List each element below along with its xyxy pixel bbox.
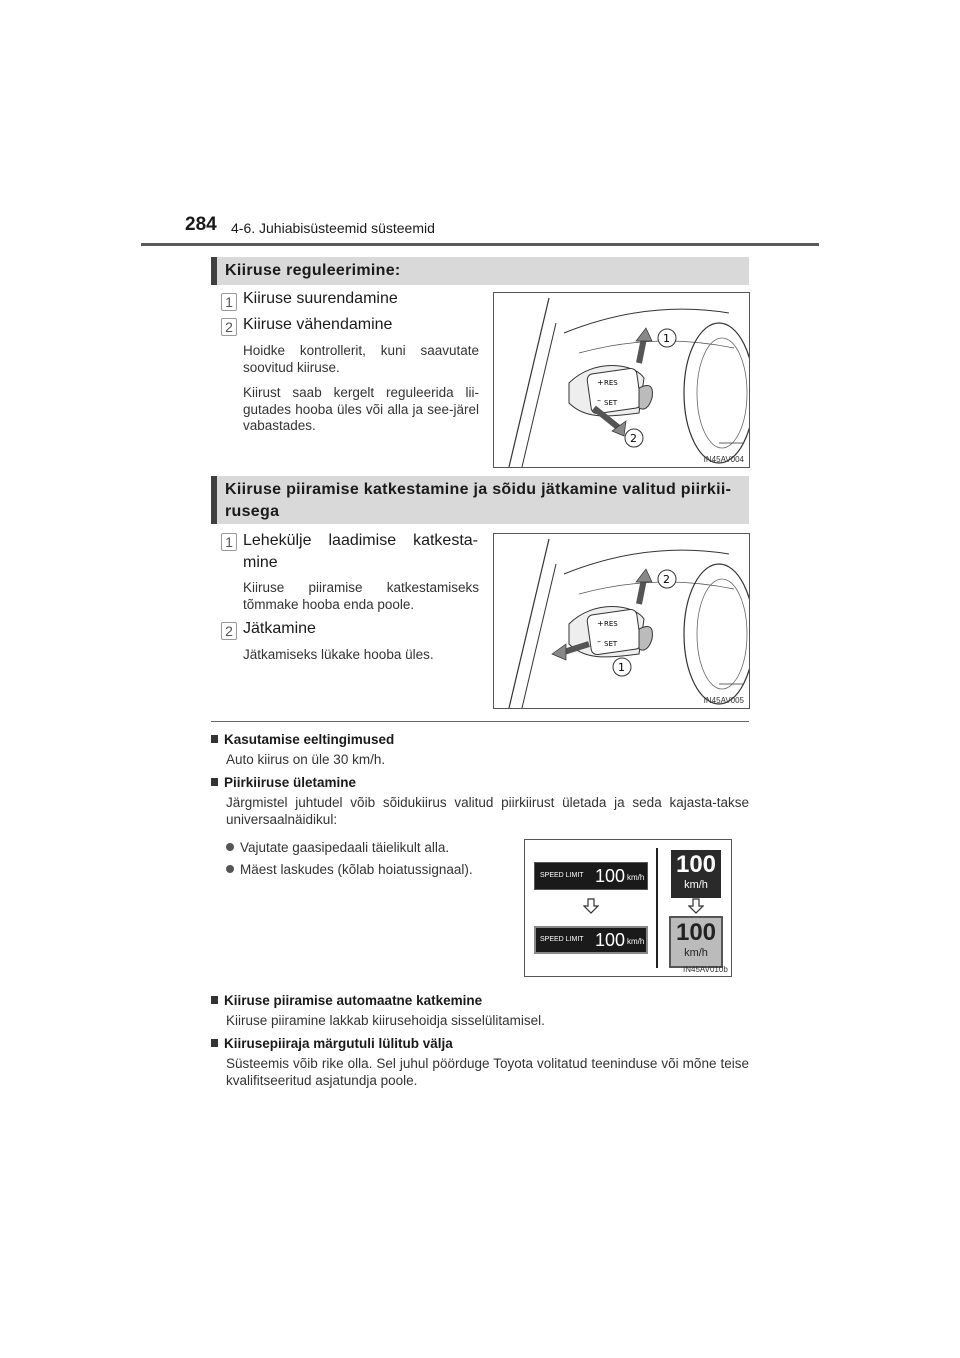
lever-illustration xyxy=(494,534,749,708)
header-rule xyxy=(141,243,819,246)
page-number: 284 xyxy=(185,214,217,235)
square-bullet-icon xyxy=(211,996,218,1004)
speed-badge-top: 100 km/h xyxy=(671,850,721,898)
res-label: RES xyxy=(604,379,618,387)
step-title: Kiiruse vähendamine xyxy=(243,316,393,333)
set-label: SET xyxy=(604,640,618,648)
note-text: Süsteemis võib rike olla. Sel juhul pöörduge Toyota volitatud teeninduse või mõne teise kvalifitseeritud asjatundja poole. xyxy=(226,1056,749,1088)
section-title-line: Kiiruse piiramise katkestamine ja sõidu jätkamine valitud piirkii- xyxy=(225,481,732,498)
paragraph: Kiirust saab kergelt reguleerida lii-gutades hooba üles või alla ja see-järel vabastades. xyxy=(243,385,479,433)
callout-2: 2 xyxy=(663,573,670,586)
step-title: Lehekülje laadimise katkesta- mine xyxy=(243,532,478,571)
res-label: RES xyxy=(604,620,618,628)
square-bullet-icon xyxy=(211,1039,218,1047)
speed-limit-display-figure xyxy=(524,839,732,977)
minus-label: – xyxy=(597,637,601,646)
speed-badge-bottom: 100 km/h xyxy=(669,916,723,968)
speed-limit-display-top: SPEED LIMIT 100 km/h xyxy=(534,862,648,890)
figure-code: IN45AV005 xyxy=(703,696,744,705)
square-bullet-icon xyxy=(211,735,218,743)
section-title-limit-cancel xyxy=(211,476,749,524)
callout-1: 1 xyxy=(618,661,625,674)
step-title: Jätkamine xyxy=(243,620,316,637)
bullet-item: Vajutate gaasipedaali täielikult alla. xyxy=(226,840,449,855)
bullet-item: Mäest laskudes (kõlab hoiatussignaal). xyxy=(226,862,473,877)
steering-lever-figure xyxy=(493,292,750,468)
step-number: 1 xyxy=(221,533,237,551)
step-number: 1 xyxy=(221,293,237,311)
note-text: Järgmistel juhtudel võib sõidukiirus valitud piirkiirust ületada ja seda kajasta-takse universaalnäidikul: xyxy=(226,795,749,827)
bullet-dot-icon xyxy=(226,865,234,873)
bullet-dot-icon xyxy=(226,843,234,851)
note-heading: Kasutamise eeltingimused xyxy=(211,732,394,747)
section-title-speed-adjust: Kiiruse reguleerimine: xyxy=(211,257,749,285)
note-heading: Kiiruse piiramise automaatne katkemine xyxy=(211,993,482,1008)
separator xyxy=(211,721,749,722)
step-number: 2 xyxy=(221,318,237,336)
note-text: Auto kiirus on üle 30 km/h. xyxy=(226,752,386,767)
callout-2: 2 xyxy=(630,432,637,445)
down-arrow-icon xyxy=(688,898,704,914)
step-title: Kiiruse suurendamine xyxy=(243,290,398,307)
note-heading: Kiirusepiiraja märgutuli lülitub välja xyxy=(211,1036,453,1051)
chapter-title: 4-6. Juhiabisüsteemid süsteemid xyxy=(231,220,435,236)
divider xyxy=(656,848,658,968)
paragraph: Hoidke kontrollerit, kuni saavutate soovitud kiiruse. xyxy=(243,343,479,375)
figure-code: IN45AV010b xyxy=(683,965,728,974)
set-label: SET xyxy=(604,399,618,407)
minus-label: – xyxy=(597,396,601,405)
plus-label: + xyxy=(597,378,604,387)
plus-label: + xyxy=(597,619,604,628)
callout-1: 1 xyxy=(663,332,670,345)
lever-illustration xyxy=(494,293,749,467)
paragraph: Jätkamiseks lükake hooba üles. xyxy=(243,647,434,662)
step-number: 2 xyxy=(221,622,237,640)
section-title-line: rusega xyxy=(225,503,280,520)
square-bullet-icon xyxy=(211,778,218,786)
down-arrow-icon xyxy=(583,898,599,914)
note-heading: Piirkiiruse ületamine xyxy=(211,775,356,790)
speed-limit-display-bottom: SPEED LIMIT 100 km/h xyxy=(534,926,648,954)
figure-code: IN45AV004 xyxy=(703,455,744,464)
note-text: Kiiruse piiramine lakkab kiirusehoidja sisselülitamisel. xyxy=(226,1013,545,1028)
paragraph: Kiiruse piiramise katkestamiseks tõmmake hooba enda poole. xyxy=(243,580,479,612)
steering-lever-figure-2 xyxy=(493,533,750,709)
